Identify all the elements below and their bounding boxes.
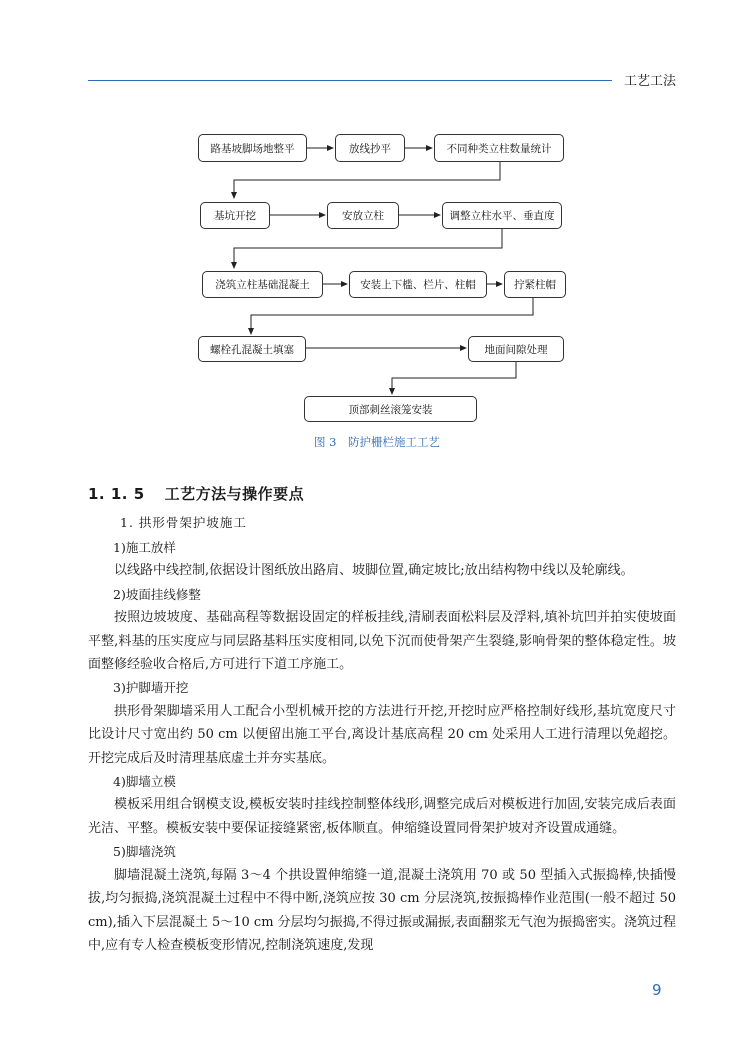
flow-node-place-column: 安放立柱: [327, 202, 399, 229]
flow-node-bolt-hole-filling: 螺栓孔混凝土填塞: [198, 336, 306, 362]
section-number: 1. 1. 5: [88, 485, 145, 503]
flow-node-pit-excavation: 基坑开挖: [200, 202, 270, 229]
item-heading-setting-out: 1)施工放样: [113, 540, 176, 555]
running-header-title: 工艺工法: [624, 74, 677, 89]
paragraph: 脚墙混凝土浇筑,每隔 3～4 个拱设置伸缩缝一道,混凝土浇筑用 70 或 50 型插入式振捣棒,快插慢拔,均匀振捣,浇筑混凝土过程中不得中断,浇筑应按 30 cm 分层浇筑,按振捣棒作业范围(一般不超过 50 cm),插入下层混凝土 5～10 cm 分层均匀振捣,不得过振或漏振,表面翻浆无气泡为振捣密实。浇筑过程中,应有专人检查模板变形情况,控制浇筑速度,发现: [88, 867, 676, 953]
item-heading-pouring: 5)脚墙浇筑: [113, 844, 176, 860]
paragraph: 以线路中线控制,依据设计图纸放出路肩、坡脚位置,确定坡比;放出结构物中线以及轮廓线。: [114, 563, 634, 579]
flowchart-connectors: [0, 0, 754, 460]
section-title: 工艺方法与操作要点: [164, 485, 305, 503]
paragraph: 按照边坡坡度、基础高程等数据设固定的样板挂线,清刷表面松料层及浮料,填补坑凹并拍实使坡面平整,料基的压实度应与同层路基料压实度相同,以免下沉而使骨架产生裂缝,影响骨架的整体稳定性。坡面整修经验收合格后,方可进行下道工序施工。: [88, 610, 676, 673]
flow-node-setting-out: 放线抄平: [335, 134, 405, 162]
flow-node-site-leveling: 路基坡脚场地整平: [198, 134, 307, 162]
flow-node-ground-gap: 地面间隙处理: [468, 336, 564, 362]
page-number: 9: [652, 981, 662, 999]
flow-node-razor-wire: 顶部刺丝滚笼安装: [304, 396, 477, 422]
flow-node-column-count: 不同种类立柱数量统计: [434, 134, 564, 162]
item-heading-slope-trimming: 2)坡面挂线修整: [113, 586, 201, 602]
item-heading-formwork: 4)脚墙立模: [113, 774, 176, 790]
section-heading: [88, 483, 304, 504]
flow-node-foundation-concrete: 浇筑立柱基础混凝土: [202, 271, 323, 298]
flow-node-tighten-caps: 拧紧柱帽: [504, 271, 566, 298]
item-heading-wall-excavation: 3)护脚墙开挖: [113, 680, 189, 696]
body-text: [88, 536, 676, 957]
flow-node-adjust-column: 调整立柱水平、垂直度: [442, 202, 562, 229]
flow-node-install-rails: 安装上下槛、栏片、柱帽: [349, 271, 487, 298]
paragraph: 拱形骨架脚墙采用人工配合小型机械开挖的方法进行开挖,开挖时应严格控制好线形,基坑宽度尺寸比设计尺寸宽出约 50 cm 以便留出施工平台,离设计基底高程 20 cm 处采用人工进行清理以免超挖。开挖完成后及时清理基底虚土并夯实基底。: [88, 703, 676, 766]
paragraph: 模板采用组合钢模支设,模板安装时挂线控制整体线形,调整完成后对模板进行加固,安装完成后表面光洁、平整。模板安装中要保证接缝紧密,板体顺直。伸缩缝设置同骨架护坡对齐设置成通缝。: [88, 797, 676, 836]
figure-caption: 图 3 防护栅栏施工工艺: [314, 435, 440, 449]
subsection-heading: 1. 拱形骨架护坡施工: [120, 515, 247, 530]
